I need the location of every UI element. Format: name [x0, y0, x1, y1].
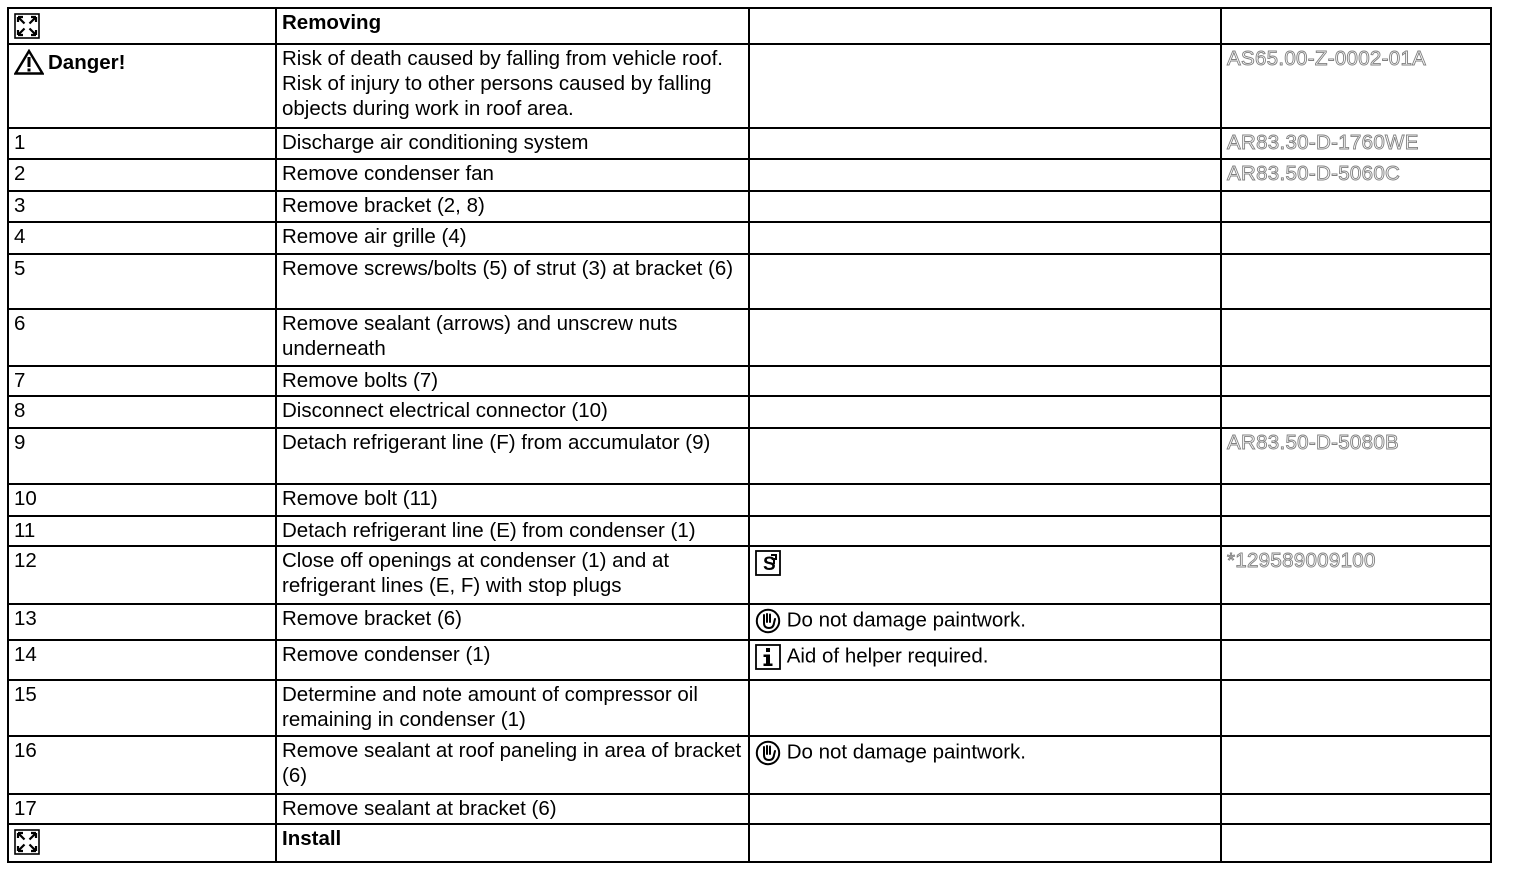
step-reference[interactable]: AR83.30-D-1760WE — [1221, 128, 1491, 159]
step-reference — [1221, 640, 1491, 680]
step-text: Remove sealant at bracket (6) — [276, 794, 749, 824]
step-number: 12 — [8, 546, 276, 604]
danger-row — [8, 44, 1491, 128]
step-number: 16 — [8, 736, 276, 794]
danger-label: Danger! — [48, 50, 126, 74]
note-cell — [749, 44, 1221, 128]
step-row — [8, 640, 1491, 680]
step-number: 6 — [8, 309, 276, 366]
step-text: Close off openings at condenser (1) and at refrigerant lines (E, F) with stop plugs — [276, 546, 749, 604]
step-text: Remove air grille (4) — [276, 222, 749, 254]
step-number: 11 — [8, 516, 276, 546]
step-reference — [1221, 309, 1491, 366]
step-row — [8, 794, 1491, 824]
step-reference — [1221, 396, 1491, 428]
step-reference — [1221, 484, 1491, 516]
reference-cell — [1221, 824, 1491, 862]
step-reference — [1221, 516, 1491, 546]
step-row — [8, 736, 1491, 794]
section-header-removing — [8, 8, 1491, 44]
step-reference — [1221, 680, 1491, 736]
step-note — [749, 516, 1221, 546]
procedure-table-body — [8, 8, 1491, 862]
expand-arrows-icon — [14, 829, 40, 855]
reference-cell — [1221, 8, 1491, 44]
step-number: 15 — [8, 680, 276, 736]
step-number: 1 — [8, 128, 276, 159]
step-number: 17 — [8, 794, 276, 824]
step-note — [749, 794, 1221, 824]
step-note — [749, 546, 1221, 604]
step-note-text: Aid of helper required. — [786, 644, 989, 668]
step-text: Remove condenser (1) — [276, 640, 749, 680]
step-row — [8, 484, 1491, 516]
note-cell — [749, 824, 1221, 862]
danger-label-cell — [8, 44, 276, 128]
step-text: Remove sealant at roof paneling in area of bracket (6) — [276, 736, 749, 794]
step-reference — [1221, 254, 1491, 309]
warning-triangle-icon — [14, 49, 44, 75]
step-text: Detach refrigerant line (E) from condenser (1) — [276, 516, 749, 546]
section-icon-cell — [8, 8, 276, 44]
step-note — [749, 222, 1221, 254]
step-note — [749, 604, 1221, 640]
step-text: Detach refrigerant line (F) from accumulator (9) — [276, 428, 749, 484]
step-text: Discharge air conditioning system — [276, 128, 749, 159]
step-note — [749, 159, 1221, 191]
step-number: 9 — [8, 428, 276, 484]
step-row — [8, 546, 1491, 604]
section-header-install — [8, 824, 1491, 862]
step-row — [8, 396, 1491, 428]
step-row — [8, 191, 1491, 222]
step-reference — [1221, 191, 1491, 222]
step-reference[interactable]: AR83.50-D-5080B — [1221, 428, 1491, 484]
section-title: Install — [276, 824, 749, 862]
step-note — [749, 309, 1221, 366]
step-text: Remove sealant (arrows) and unscrew nuts underneath — [276, 309, 749, 366]
section-icon-cell — [8, 824, 276, 862]
danger-text: Risk of death caused by falling from vehicle roof. Risk of injury to other persons caused by falling objects during work in roof area. — [276, 44, 749, 128]
step-note — [749, 191, 1221, 222]
step-note — [749, 366, 1221, 396]
info-icon — [755, 644, 781, 670]
step-note — [749, 428, 1221, 484]
step-number: 4 — [8, 222, 276, 254]
step-number: 10 — [8, 484, 276, 516]
caution-hand-icon — [755, 740, 781, 766]
step-row — [8, 366, 1491, 396]
step-text: Determine and note amount of compressor oil remaining in condenser (1) — [276, 680, 749, 736]
step-note-text: Do not damage paintwork. — [786, 740, 1027, 764]
expand-arrows-icon — [14, 13, 40, 39]
step-row — [8, 128, 1491, 159]
step-reference[interactable]: AR83.50-D-5060C — [1221, 159, 1491, 191]
step-note — [749, 640, 1221, 680]
step-note — [749, 254, 1221, 309]
step-text: Remove bolts (7) — [276, 366, 749, 396]
special-tool-icon — [755, 550, 781, 576]
step-text: Remove bolt (11) — [276, 484, 749, 516]
step-row — [8, 222, 1491, 254]
step-note — [749, 128, 1221, 159]
step-reference — [1221, 222, 1491, 254]
step-number: 14 — [8, 640, 276, 680]
step-number: 8 — [8, 396, 276, 428]
step-text: Disconnect electrical connector (10) — [276, 396, 749, 428]
step-reference — [1221, 604, 1491, 640]
step-row — [8, 680, 1491, 736]
step-number: 2 — [8, 159, 276, 191]
step-note — [749, 736, 1221, 794]
step-row — [8, 428, 1491, 484]
danger-reference[interactable]: AS65.00-Z-0002-01A — [1221, 44, 1491, 128]
step-text: Remove bracket (2, 8) — [276, 191, 749, 222]
svg-text:S: S — [763, 554, 776, 575]
step-number: 5 — [8, 254, 276, 309]
step-row — [8, 604, 1491, 640]
step-note — [749, 484, 1221, 516]
section-title: Removing — [276, 8, 749, 44]
step-text: Remove screws/bolts (5) of strut (3) at bracket (6) — [276, 254, 749, 309]
step-text: Remove bracket (6) — [276, 604, 749, 640]
note-cell — [749, 8, 1221, 44]
step-row — [8, 254, 1491, 309]
step-reference — [1221, 794, 1491, 824]
step-text: Remove condenser fan — [276, 159, 749, 191]
step-reference[interactable]: *129589009100 — [1221, 546, 1491, 604]
step-row — [8, 309, 1491, 366]
step-reference — [1221, 736, 1491, 794]
step-row — [8, 516, 1491, 546]
step-note — [749, 396, 1221, 428]
step-note-text: Do not damage paintwork. — [786, 608, 1027, 632]
step-note — [749, 680, 1221, 736]
step-number: 13 — [8, 604, 276, 640]
procedure-table — [7, 7, 1492, 863]
step-row — [8, 159, 1491, 191]
step-number: 7 — [8, 366, 276, 396]
step-reference — [1221, 366, 1491, 396]
step-number: 3 — [8, 191, 276, 222]
caution-hand-icon — [755, 608, 781, 634]
